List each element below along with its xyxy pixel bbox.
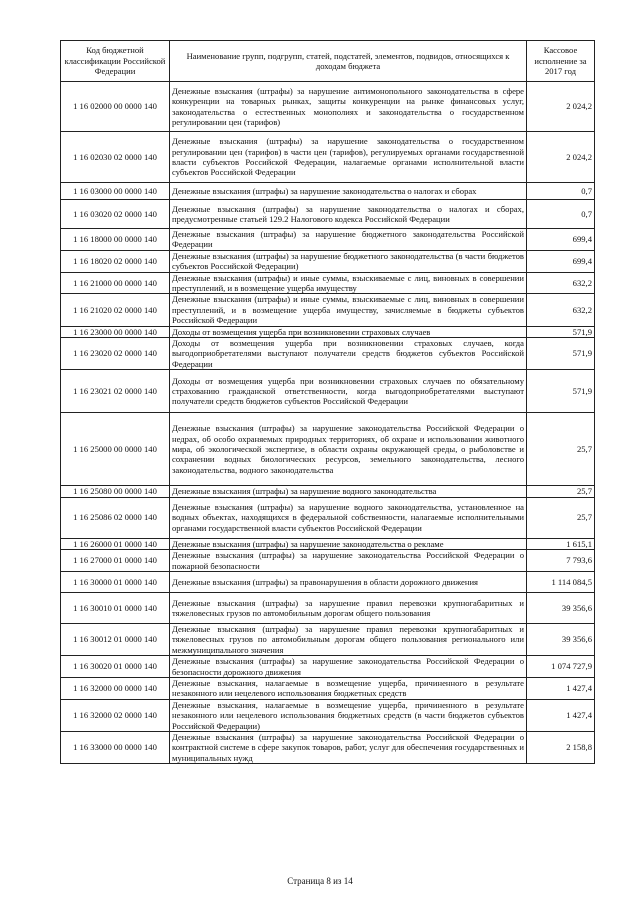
- cell-amount: 1 615,1: [527, 538, 595, 549]
- cell-code: 1 16 18000 00 0000 140: [61, 229, 170, 251]
- cell-code: 1 16 02030 02 0000 140: [61, 132, 170, 183]
- cell-amount: 7 793,6: [527, 550, 595, 572]
- cell-amount: 39 356,6: [527, 592, 595, 623]
- cell-amount: 39 356,6: [527, 623, 595, 655]
- table-row: [61, 497, 595, 538]
- cell-name: Денежные взыскания (штрафы) за нарушение законодательства о налогах и сборах, предусмотренные статьей 129.2 Налогового кодекса Российской Федерации: [170, 200, 527, 229]
- table-row: [61, 294, 595, 326]
- table-row: [61, 132, 595, 183]
- table-row: [61, 592, 595, 623]
- header-amount: Кассовое исполнение за 2017 год: [527, 41, 595, 82]
- cell-code: 1 16 30012 01 0000 140: [61, 623, 170, 655]
- cell-amount: 699,4: [527, 229, 595, 251]
- document-page: [60, 40, 594, 764]
- cell-code: 1 16 30010 01 0000 140: [61, 592, 170, 623]
- cell-name: Денежные взыскания (штрафы) за нарушение бюджетного законодательства Российской Федерации: [170, 229, 527, 251]
- table-row: [61, 538, 595, 549]
- cell-code: 1 16 18020 02 0000 140: [61, 250, 170, 272]
- cell-name: Денежные взыскания (штрафы) за нарушение бюджетного законодательства (в части бюджетов субъектов Российской Федерации): [170, 250, 527, 272]
- table-row: [61, 486, 595, 497]
- table-row: [61, 571, 595, 592]
- revenue-table: [60, 40, 595, 764]
- cell-name: Доходы от возмещения ущерба при возникновении страховых случаев, когда выгодоприобретателями выступают получатели средств бюджетов субъектов Российской Федерации: [170, 338, 527, 370]
- cell-name: Денежные взыскания (штрафы) за нарушение законодательства Российской Федерации о контрактной системе в сфере закупок товаров, работ, услуг для обеспечения государственных и муниципальных нужд: [170, 731, 527, 763]
- cell-code: 1 16 23020 02 0000 140: [61, 338, 170, 370]
- cell-code: 1 16 21020 02 0000 140: [61, 294, 170, 326]
- cell-code: 1 16 25000 00 0000 140: [61, 413, 170, 486]
- cell-name: Денежные взыскания (штрафы) за нарушение законодательства Российской Федерации о безопасности дорожного движения: [170, 656, 527, 678]
- cell-name: Денежные взыскания (штрафы) за нарушение правил перевозки крупногабаритных и тяжеловесных грузов по автомобильным дорогам общего пользования регионального или межмуниципального значения: [170, 623, 527, 655]
- cell-code: 1 16 26000 01 0000 140: [61, 538, 170, 549]
- cell-amount: 571,9: [527, 370, 595, 413]
- table-row: [61, 338, 595, 370]
- cell-amount: 632,2: [527, 272, 595, 294]
- cell-name: Доходы от возмещения ущерба при возникновении страховых случаев: [170, 326, 527, 337]
- cell-name: Денежные взыскания, налагаемые в возмещение ущерба, причиненного в результате незаконного или нецелевого использования бюджетных средств: [170, 677, 527, 699]
- cell-amount: 25,7: [527, 497, 595, 538]
- cell-amount: 25,7: [527, 413, 595, 486]
- cell-name: Денежные взыскания (штрафы) за нарушение правил перевозки крупногабаритных и тяжеловесных грузов по автомобильным дорогам общего пользования: [170, 592, 527, 623]
- table-row: [61, 272, 595, 294]
- cell-code: 1 16 30000 01 0000 140: [61, 571, 170, 592]
- cell-code: 1 16 03020 02 0000 140: [61, 200, 170, 229]
- cell-code: 1 16 25080 00 0000 140: [61, 486, 170, 497]
- cell-amount: 0,7: [527, 183, 595, 200]
- cell-name: Денежные взыскания (штрафы) за правонарушения в области дорожного движения: [170, 571, 527, 592]
- cell-code: 1 16 23000 00 0000 140: [61, 326, 170, 337]
- table-row: [61, 82, 595, 132]
- cell-amount: 2 024,2: [527, 132, 595, 183]
- table-row: [61, 183, 595, 200]
- cell-amount: 1 074 727,9: [527, 656, 595, 678]
- cell-amount: 571,9: [527, 338, 595, 370]
- cell-amount: 2 158,8: [527, 731, 595, 763]
- cell-name: Денежные взыскания (штрафы) за нарушение законодательства о налогах и сборах: [170, 183, 527, 200]
- table-row: [61, 326, 595, 337]
- cell-code: 1 16 23021 02 0000 140: [61, 370, 170, 413]
- cell-name: Денежные взыскания (штрафы) и иные суммы, взыскиваемые с лиц, виновных в совершении преступлений, и в возмещение ущерба имуществу: [170, 272, 527, 294]
- cell-amount: 571,9: [527, 326, 595, 337]
- table-row: [61, 413, 595, 486]
- table-row: [61, 550, 595, 572]
- header-name: Наименование групп, подгрупп, статей, подстатей, элементов, подвидов, относящихся к доходам бюджета: [170, 41, 527, 82]
- header-code: Код бюджетной классификации Российской Федерации: [61, 41, 170, 82]
- cell-amount: 25,7: [527, 486, 595, 497]
- cell-amount: 1 427,4: [527, 677, 595, 699]
- cell-name: Денежные взыскания (штрафы) за нарушение законодательства о рекламе: [170, 538, 527, 549]
- cell-code: 1 16 25086 02 0000 140: [61, 497, 170, 538]
- cell-amount: 632,2: [527, 294, 595, 326]
- cell-name: Доходы от возмещения ущерба при возникновении страховых случаев по обязательному страхованию гражданской ответственности, когда выгодоприобретателями выступают получатели средств бюджетов субъектов Российской Федерации: [170, 370, 527, 413]
- cell-code: 1 16 32000 02 0000 140: [61, 699, 170, 731]
- table-row: [61, 200, 595, 229]
- table-header-row: [61, 41, 595, 82]
- table-row: [61, 677, 595, 699]
- cell-name: Денежные взыскания, налагаемые в возмещение ущерба, причиненного в результате незаконного или нецелевого использования бюджетных средств (в части бюджетов субъектов Российской Федерации): [170, 699, 527, 731]
- cell-name: Денежные взыскания (штрафы) за нарушение законодательства Российской Федерации о пожарной безопасности: [170, 550, 527, 572]
- cell-code: 1 16 27000 01 0000 140: [61, 550, 170, 572]
- table-row: [61, 731, 595, 763]
- cell-amount: 1 427,4: [527, 699, 595, 731]
- table-row: [61, 370, 595, 413]
- page-footer: Страница 8 из 14: [287, 876, 353, 886]
- cell-name: Денежные взыскания (штрафы) за нарушение законодательства о государственном регулировании цен (тарифов) в части цен (тарифов), регулируемых органами государственной власти субъектов Российской Федерации, налагаемые органами исполнительной власти субъектов Российской Федерации: [170, 132, 527, 183]
- cell-name: Денежные взыскания (штрафы) и иные суммы, взыскиваемые с лиц, виновных в совершении преступлений, и в возмещение ущерба имуществу, зачисляемые в бюджеты субъектов Российской Федерации: [170, 294, 527, 326]
- table-body: [61, 82, 595, 764]
- cell-amount: 2 024,2: [527, 82, 595, 132]
- cell-code: 1 16 02000 00 0000 140: [61, 82, 170, 132]
- table-row: [61, 699, 595, 731]
- cell-code: 1 16 32000 00 0000 140: [61, 677, 170, 699]
- cell-amount: 1 114 084,5: [527, 571, 595, 592]
- cell-code: 1 16 03000 00 0000 140: [61, 183, 170, 200]
- cell-name: Денежные взыскания (штрафы) за нарушение антимонопольного законодательства в сфере конкуренции на товарных рынках, защиты конкуренции на рынке финансовых услуг, законодательства о естественных монополиях и законодательства о государственном регулировании цен (тарифов): [170, 82, 527, 132]
- cell-amount: 699,4: [527, 250, 595, 272]
- cell-code: 1 16 30020 01 0000 140: [61, 656, 170, 678]
- table-row: [61, 656, 595, 678]
- table-row: [61, 229, 595, 251]
- cell-name: Денежные взыскания (штрафы) за нарушение водного законодательства: [170, 486, 527, 497]
- cell-code: 1 16 21000 00 0000 140: [61, 272, 170, 294]
- table-row: [61, 250, 595, 272]
- table-row: [61, 623, 595, 655]
- cell-name: Денежные взыскания (штрафы) за нарушение водного законодательства, установленное на водных объектах, находящихся в федеральной собственности, налагаемые исполнительными органами государственной власти субъектов Российской Федерации: [170, 497, 527, 538]
- cell-code: 1 16 33000 00 0000 140: [61, 731, 170, 763]
- cell-amount: 0,7: [527, 200, 595, 229]
- cell-name: Денежные взыскания (штрафы) за нарушение законодательства Российской Федерации о недрах, об особо охраняемых природных территориях, об охране и использовании животного мира, об экологической экспертизе, в области охраны окружающей среды, о рыболовстве и сохранении водных биологических ресурсов, земельного законодательства, лесного законодательства, водного законодательства: [170, 413, 527, 486]
